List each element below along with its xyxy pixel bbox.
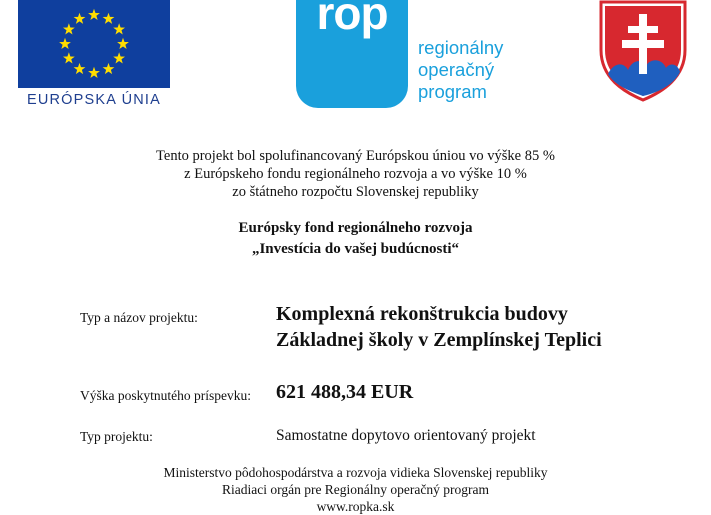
footer-authority: Riadiaci orgán pre Regionálny operačný program xyxy=(221,482,490,497)
eu-star-icon xyxy=(113,23,125,34)
intro-line-1: Tento projekt bol spolufinancovaný Európskou úniou vo výške 85 % xyxy=(156,148,555,164)
eu-star-icon xyxy=(63,52,75,63)
managing-authority-footer xyxy=(0,464,711,515)
footer-ministry: Ministerstvo pôdohospodárstva a rozvoja vidieka Slovenskej republiky xyxy=(163,465,548,480)
rop-program-text xyxy=(418,37,503,103)
eu-star-icon xyxy=(88,67,100,78)
eu-star-icon xyxy=(74,63,86,74)
eu-star-icon xyxy=(103,63,115,74)
project-name-line-2: Základnej školy v Zemplínskej Teplici xyxy=(276,329,602,351)
eu-star-icon xyxy=(74,13,86,24)
fund-block xyxy=(0,218,711,260)
eu-star-icon xyxy=(117,38,129,49)
eu-stars-icon xyxy=(18,0,170,88)
cofinancing-statement xyxy=(0,147,711,201)
amount-value: 621 488,34 EUR xyxy=(276,381,414,403)
eu-star-icon xyxy=(63,23,75,34)
eu-star-icon xyxy=(103,13,115,24)
project-type-label: Typ projektu: xyxy=(80,429,153,444)
footer-website-link[interactable]: www.ropka.sk xyxy=(316,499,395,514)
fund-name: Európsky fond regionálneho rozvoja xyxy=(238,220,473,236)
project-name-line-1: Komplexná rekonštrukcia budovy xyxy=(276,303,568,325)
slovak-coat-of-arms-icon xyxy=(598,0,688,102)
rop-logo-text: rop xyxy=(316,0,388,39)
project-type-value: Samostatne dopytovo orientovaný projekt xyxy=(276,427,536,444)
project-name-value xyxy=(276,301,602,353)
rop-line-3: program xyxy=(418,81,487,102)
rop-line-1: regionálny xyxy=(418,37,504,58)
eu-star-icon xyxy=(113,52,125,63)
intro-line-2: z Európskeho fondu regionálneho rozvoja a vo výške 10 % xyxy=(184,166,527,182)
eu-star-icon xyxy=(88,9,100,20)
rop-line-2: operačný xyxy=(418,59,495,80)
eu-caption: EURÓPSKA ÚNIA xyxy=(26,92,162,108)
eu-star-icon xyxy=(59,38,71,49)
amount-label: Výška poskytnutého príspevku: xyxy=(80,388,251,403)
eu-flag-logo xyxy=(18,0,170,88)
intro-line-3: zo štátneho rozpočtu Slovenskej republiky xyxy=(232,184,479,200)
project-name-label: Typ a názov projektu: xyxy=(80,310,198,325)
fund-motto: „Investícia do vašej budúcnosti“ xyxy=(251,241,460,257)
